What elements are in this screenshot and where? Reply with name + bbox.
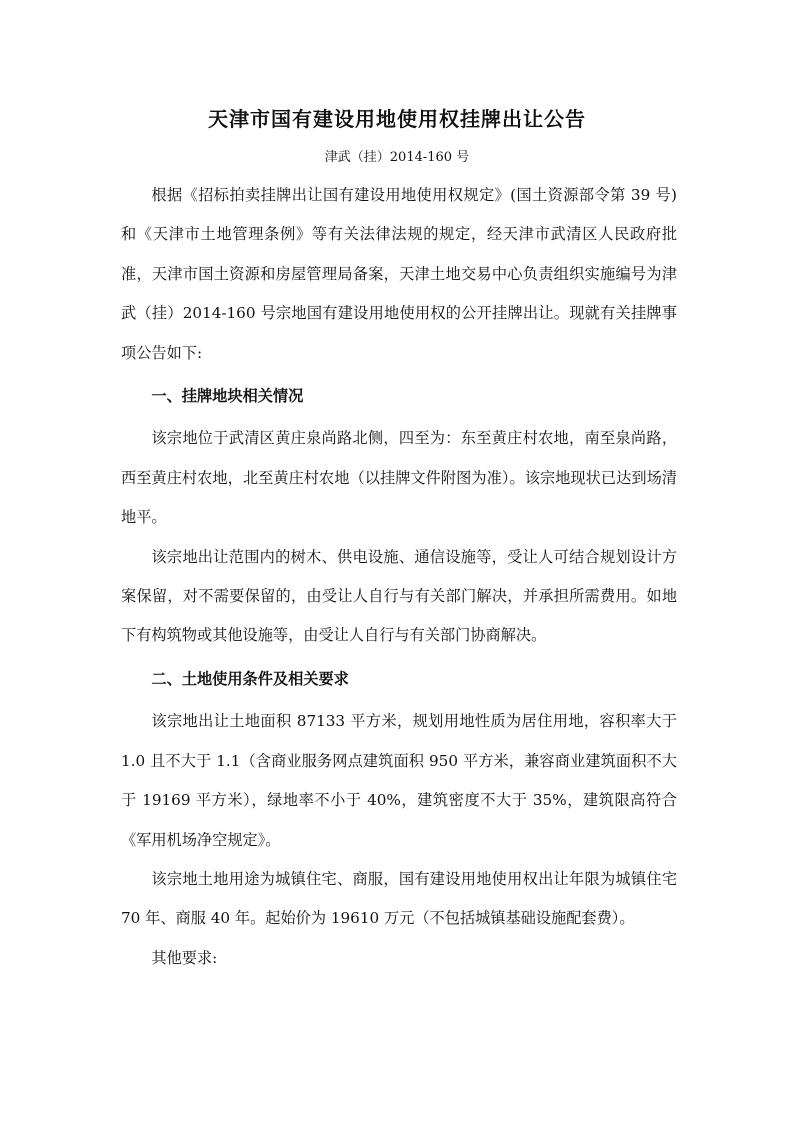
section-2-heading: 二、土地使用条件及相关要求 xyxy=(151,669,349,688)
section-1-paragraph-1: 该宗地位于武清区黄庄泉尚路北侧，四至为：东至黄庄村农地，南至泉尚路，西至黄庄村农地，北至黄庄村农地（以挂牌文件附图为准）。该宗地现状已达到场清地平。 xyxy=(121,429,677,527)
section-2-paragraph-2: 该宗地土地用途为城镇住宅、商服，国有建设用地使用权出让年限为城镇住宅 70 年、商服 40 年。起始价为 19610 万元（不包括城镇基础设施配套费）。 xyxy=(121,869,677,928)
document-body xyxy=(121,176,677,978)
section-1-paragraph-2: 该宗地出让范围内的树木、供电设施、通信设施等，受让人可结合规划设计方案保留，对不需要保留的，由受让人自行与有关部门解决，并承担所需费用。如地下有构筑物或其他设施等，由受让人自行与有关部门协商解决。 xyxy=(121,547,677,645)
document-title: 天津市国有建设用地使用权挂牌出让公告 xyxy=(208,107,586,131)
document-number: 津武（挂）2014-160 号 xyxy=(324,150,470,165)
section-1-heading: 一、挂牌地块相关情况 xyxy=(151,387,304,406)
section-2-paragraph-1: 该宗地出让土地面积 87133 平方米，规划用地性质为居住用地，容积率大于1.0 且不大于 1.1（含商业服务网点建筑面积 950 平方米，兼容商业建筑面积不大于 19169 平方米），绿地率不小于 40%，建筑密度不大于 35%，建筑限高符合《军用机场净空规定》。 xyxy=(121,712,677,849)
section-2-paragraph-3: 其他要求: xyxy=(151,948,218,967)
intro-paragraph: 根据《招标拍卖挂牌出让国有建设用地使用权规定》(国土资源部令第 39 号)和《天津市土地管理条例》等有关法律法规的规定，经天津市武清区人民政府批准，天津市国土资源和房屋管理局备案，天津土地交易中心负责组织实施编号为津武（挂）2014-160 号宗地国有建设用地使用权的公开挂牌出让。现就有关挂牌事项公告如下: xyxy=(121,186,677,362)
